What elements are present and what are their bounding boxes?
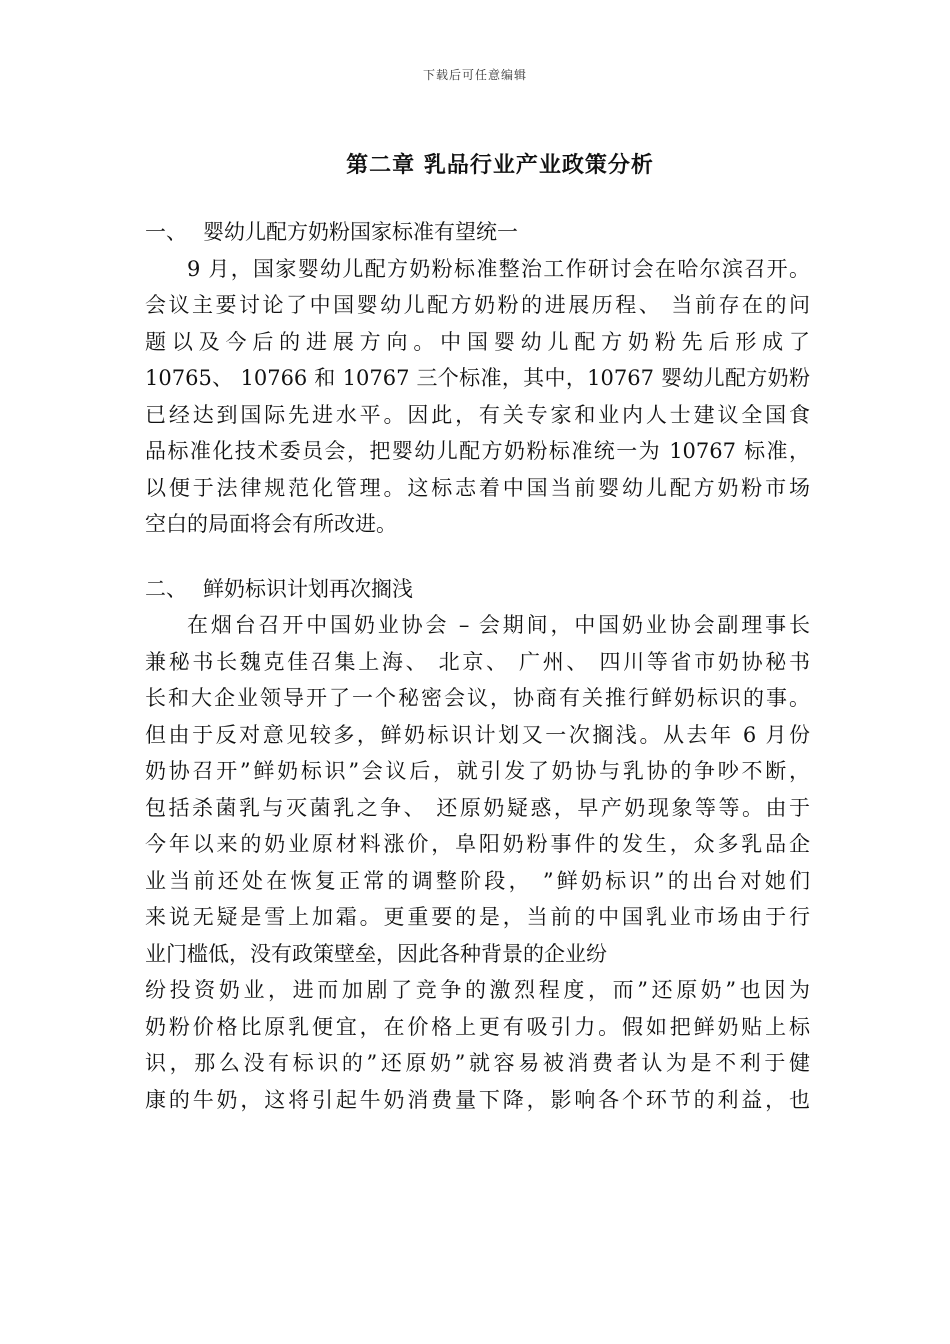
paragraph-line: 但由于反对意见较多，鲜奶标识计划又一次搁浅。从去年 6 月份 — [145, 722, 810, 747]
section-number: 一、 — [145, 220, 187, 244]
paragraph-line: 10765、 10766 和 10767 三个标准，其中，10767 婴幼儿配方奶粉 — [145, 366, 810, 390]
paragraph-line: 奶协召开”鲜奶标识”会议后，就引发了奶协与乳协的争吵不断， — [145, 759, 810, 783]
section-title: 鲜奶标识计划再次搁浅 — [203, 576, 413, 601]
section-2 — [145, 571, 810, 1119]
paragraph-line: 包括杀菌乳与灭菌乳之争、 还原奶疑惑，早产奶现象等等。由于 — [145, 795, 810, 820]
paragraph-line: 题以及今后的进展方向。中国婴幼儿配方奶粉先后形成了 — [145, 329, 810, 354]
paragraph-line: 兼秘书长魏克佳召集上海、 北京、 广州、 四川等省市奶协秘书 — [145, 649, 810, 674]
chapter-title: 第二章 乳品行业产业政策分析 — [346, 153, 654, 178]
paragraph-line: 会议主要讨论了中国婴幼儿配方奶粉的进展历程、 当前存在的问 — [145, 293, 810, 317]
section-heading — [145, 214, 810, 251]
section-heading — [145, 571, 810, 608]
section-number: 二、 — [145, 576, 187, 601]
paragraph-line: 业门槛低，没有政策壁垒，因此各种背景的企业纷 — [145, 941, 607, 966]
paragraph-line: 长和大企业领导开了一个秘密会议，协商有关推行鲜奶标识的事。 — [145, 686, 810, 710]
paragraph-line: 在烟台召开中国奶业协会 – 会期间，中国奶业协会副理事长 — [187, 613, 810, 637]
paragraph-line: 奶粉价格比原乳便宜，在价格上更有吸引力。假如把鲜奶贴上标 — [145, 1014, 810, 1039]
paragraph-line: 识，那么没有标识的”还原奶”就容易被消费者认为是不利于健 — [145, 1051, 810, 1075]
section-title: 婴幼儿配方奶粉国家标准有望统一 — [203, 220, 518, 244]
paragraph-line: 纷投资奶业，进而加剧了竞争的激烈程度，而”还原奶”也因为 — [145, 978, 810, 1002]
paragraph-line: 空白的局面将会有所改进。 — [145, 512, 397, 536]
section-spacer — [145, 543, 810, 571]
paragraph-line: 9 月，国家婴幼儿配方奶粉标准整治工作研讨会在哈尔滨召开。 — [187, 256, 810, 281]
header-note: 下载后可任意编辑 — [422, 68, 527, 82]
paragraph-line: 今年以来的奶业原材料涨价，阜阳奶粉事件的发生，众多乳品企 — [145, 832, 810, 856]
paragraph-line: 来说无疑是雪上加霜。更重要的是，当前的中国乳业市场由于行 — [145, 905, 810, 929]
paragraph-line: 康的牛奶，这将引起牛奶消费量下降，影响各个环节的利益，也 — [145, 1087, 810, 1112]
section-1 — [145, 214, 810, 543]
paragraph-line: 以便于法律规范化管理。这标志着中国当前婴幼儿配方奶粉市场 — [145, 475, 810, 500]
paragraph-line: 已经达到国际先进水平。因此，有关专家和业内人士建议全国食 — [145, 402, 810, 427]
paragraph-line: 业当前还处在恢复正常的调整阶段， ”鲜奶标识”的出台对她们 — [145, 868, 810, 893]
document-body — [145, 214, 810, 1118]
paragraph-line: 品标准化技术委员会，把婴幼儿配方奶粉标准统一为 10767 标准， — [145, 439, 810, 463]
